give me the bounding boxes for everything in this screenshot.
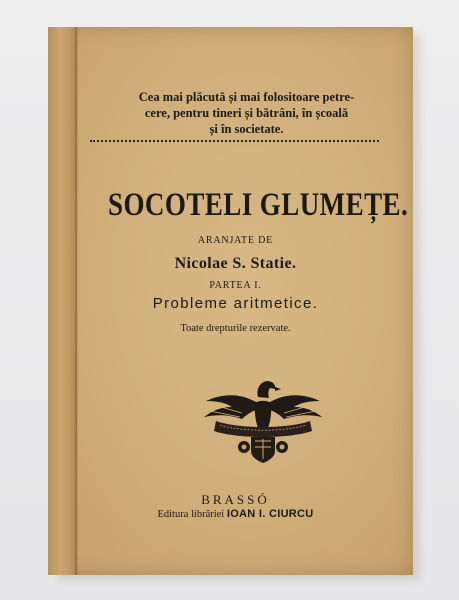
publisher-name: IOAN I. CIURCU	[226, 508, 314, 520]
cover-tagline	[88, 89, 405, 137]
book-title: SOCOTELI GLUMEȚE.	[107, 187, 409, 223]
eagle-emblem-icon	[198, 367, 328, 467]
book-spine	[48, 27, 77, 575]
tagline-line-2: cere, pentru tineri și bătrâni, în școală	[144, 106, 349, 120]
tagline-line-1: Cea mai plăcută și mai folositoare petre-	[138, 90, 355, 104]
arranged-by-label: ARANJATE DE	[197, 235, 274, 246]
tagline-line-3: și în societate.	[209, 122, 284, 136]
book-subject: Probleme aritmetice.	[152, 295, 319, 312]
rights-notice: Toate drepturile rezervate.	[180, 323, 291, 334]
author-name: Nicolae S. Statie.	[174, 255, 297, 272]
book-cover	[80, 27, 413, 575]
dotted-divider	[90, 140, 379, 142]
publication-city: BRASSÓ	[201, 492, 270, 507]
part-label: PARTEA I.	[209, 280, 262, 291]
publisher-line	[80, 508, 391, 520]
publisher-prefix: Editura librăriei	[157, 509, 225, 520]
spine-crease	[75, 27, 79, 575]
booklet	[48, 27, 413, 575]
